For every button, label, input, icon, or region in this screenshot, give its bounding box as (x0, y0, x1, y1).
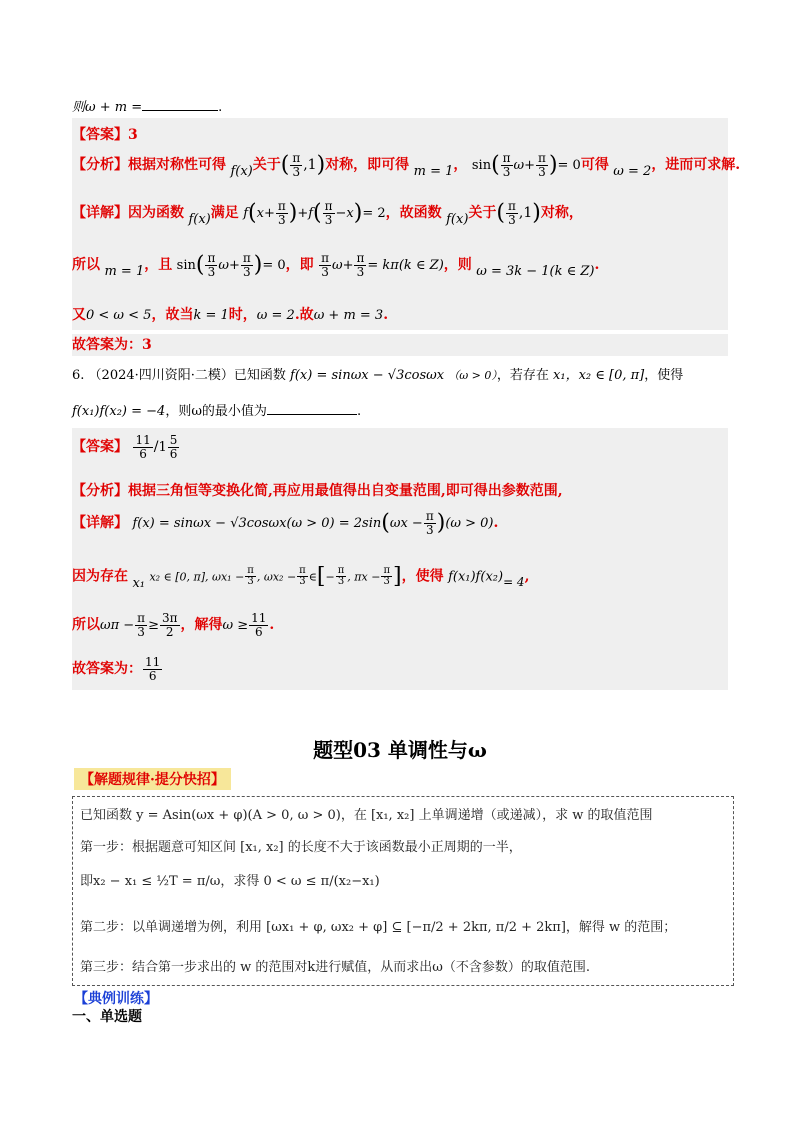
q6-so-row: 所以ωπ − $\frac{\pi}{3}$ ≥ $\frac{3\pi}{2}$ ，解得ω ≥ $\frac{11}{6}$ . (72, 611, 275, 639)
tip-line-3: 即x₂ − x₁ ≤ ½T = π/ω，求得 0 < ω ≤ π/(x₂−x₁) (80, 874, 380, 889)
tip-line-4: 第二步：以单调递增为例，利用 [ωx₁ + φ, ωx₂ + φ] ⊆ [−π/2 + 2kπ, π/2 + 2kπ]，解得 w 的范围； (80, 920, 677, 935)
question-6-line-1: 6. （2024·四川资阳·二模）已知函数 f(x) = sinωx − √3cosωx （ω > 0），若存在 x₁，x₂ ∈ [0, π]，使得 (72, 368, 684, 383)
q6-final-row: 故答案为： $\frac{11}{6}$ (72, 655, 161, 683)
detail-row-1: 【详解】因为函数 f(x)满足 f(x+ $\frac{\pi}{3}$ )+f( $\frac{\pi}{3}$ −x)= 2，故函数 f(x)关于( $\frac{\pi}{3}$ ,1)对称， (72, 199, 583, 228)
answer-row: 【答案】3 (72, 127, 138, 143)
tip-line-5: 第三步：结合第一步求出的 w 的范围对k进行赋值，从而求出ω（不含参数）的取值范围. (80, 960, 591, 975)
tip-line-2: 第一步：根据题意可知区间 [x₁, x₂] 的长度不大于该函数最小正周期的一半， (80, 840, 522, 855)
q6-analysis-row: 【分析】根据三角恒等变换化简,再应用最值得出自变量范围,即可得出参数范围, (72, 483, 563, 499)
part-heading: 一、单选题 (72, 1009, 142, 1025)
tip-label: 【解题规律·提分快招】 (74, 768, 231, 790)
detail-row-2: 所以 m = 1，且 sin( $\frac{\pi}{3}$ ω+ $\frac{\pi}{3}$ )= 0，即 $\frac{\pi}{3}$ ω+ $\frac{\pi}{3}$ = kπ(k ∈ Z)，则 ω = 3k − 1(k ∈ Z). (72, 251, 600, 280)
example-label: 【典例训练】 (74, 991, 158, 1007)
section-title: 题型03 单调性与ω (313, 738, 487, 762)
q6-detail-row: 【详解】 f(x) = sinωx − √3cosωx(ω > 0) = 2sin(ωx − $\frac{\pi}{3}$ )(ω > 0). (72, 509, 499, 537)
question-tail: 则ω + m = . (72, 100, 223, 115)
tip-line-1: 已知函数 y = Asin(ωx + φ)(A > 0, ω > 0)，在 [x₁, x₂] 上单调递增（或递减），求 w 的取值范围 (80, 808, 653, 823)
question-6-line-2: f(x₁)f(x₂) = −4，则ω的最小值为 . (72, 404, 362, 419)
q6-answer-row: 【答案】 $\frac{11}{6}$ /1 $\frac{5}{6}$ (72, 433, 178, 461)
answer-block-6 (72, 428, 728, 690)
q6-exist-row: 因为存在 x₁ x₂ ∈ [0, π], ωx₁ − $\frac{\pi}{3}$ , ωx₂ − $\frac{\pi}{3}$ ∈[− $\frac{\pi}{3}$ , πx − $\frac{\pi}{3}$ ]，使得 f(x₁)f(x₂)= 4, (72, 564, 530, 591)
final-answer-5: 故答案为：3 (72, 334, 728, 356)
detail-row-3: 又0 < ω < 5，故当k = 1时，ω = 2.故ω + m = 3. (72, 307, 389, 323)
analysis-row: 【分析】根据对称性可得 f(x)关于( $\frac{\pi}{3}$ ,1)对称，即可得 m = 1， sin( $\frac{\pi}{3}$ ω+ $\frac{\pi}{3}$ )= 0可得 ω = 2，进而可求解. (72, 151, 741, 180)
